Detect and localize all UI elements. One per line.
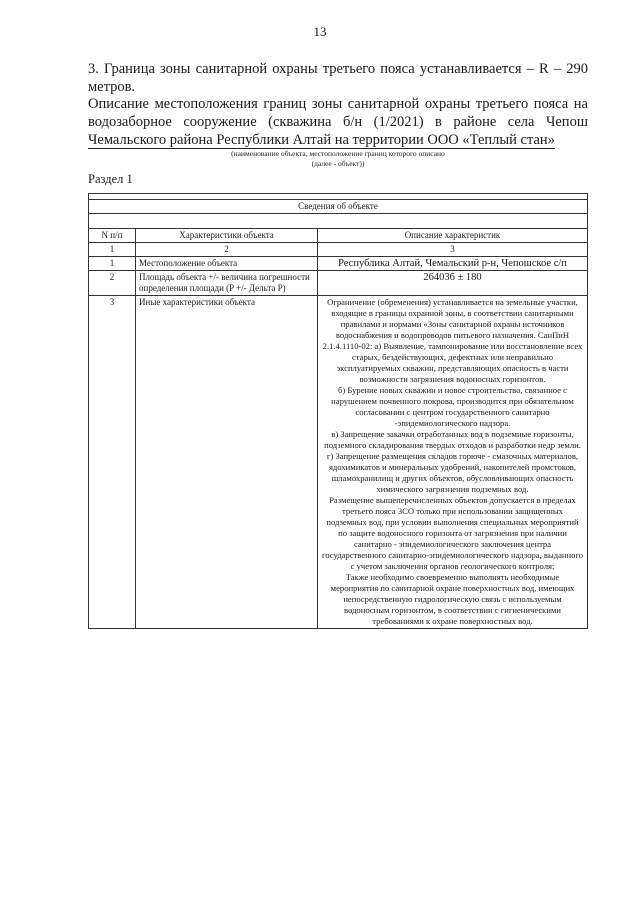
- description-paragraph: б) Бурение новых скважин и новое строительство, связанное с нарушением почвенного покрова, производится при обязательном согласовании с центром государственного санитарно -эпидемиологического надзора.: [331, 385, 574, 428]
- description-paragraph: Ограничение (обременения) устанавливается на земельные участки, входящие в границы охранной зоны, в соответствии санитарными правилами и нормами «Зоны санитарной охраны источников водоснабжения и водопроводов питьевого назначения. СанПиН 2.1.4.1110-02: а) Выявление, тампонирование или восстановление всех старых, бездействующих, дефектных или неправильно эксплуатируемых скважин, представляющих опасность в части возможности загрязнения водоносных горизонтов.: [322, 297, 583, 384]
- row-characteristic: Местоположение объекта: [136, 257, 318, 271]
- object-info-table: [88, 193, 588, 629]
- paragraph-location-underlined: Чемальского района Республики Алтай на территории ООО «Теплый стан»: [88, 132, 555, 148]
- table-header-row: [89, 229, 588, 243]
- paragraph-location-description: [88, 95, 588, 149]
- table-col-number-row: [89, 243, 588, 257]
- header-characteristic: Характеристики объекта: [136, 229, 318, 243]
- paragraph-sanitary-zone-radius: 3. Граница зоны санитарной охраны третьего пояса устанавливается – R – 290 метров.: [88, 61, 588, 95]
- page-number: 13: [313, 24, 327, 39]
- header-num: N п/п: [89, 229, 136, 243]
- description-paragraph: г) Запрещение размещения складов горюче - смазочных материалов, ядохимикатов и минеральных удобрений, накопителей промстоков, шламохранилищ и других объектов, обусловливающих опасность химического загрязнения подземных вод.: [326, 451, 579, 494]
- table-title: Сведения об объекте: [89, 200, 588, 214]
- caption: [88, 149, 588, 169]
- row-num: 1: [89, 257, 136, 271]
- table-title-row: [89, 200, 588, 214]
- table-spacer-cell: [89, 214, 588, 229]
- description-paragraph: Также необходимо своевременно выполнять необходимые мероприятия по санитарной охране поверхностных вод, имеющих непосредственную гидрологическую связь с используемым водоносным горизонтом, в соответствии с гигиеническими требованиями к охране поверхностных вод.: [330, 572, 575, 626]
- table-row: [89, 257, 588, 271]
- caption-line-1: (наименование объекта, местоположение границ которого описано: [231, 149, 445, 158]
- caption-line-2: (далее - объект)): [311, 159, 365, 168]
- paragraph-location-text: Описание местоположения границ зоны санитарной охраны третьего пояса на водозаборное сооружение (скважина б/н (1/2021) в районе села Чепош: [88, 96, 588, 130]
- col-number-3: 3: [318, 243, 588, 257]
- section-label: Раздел 1: [88, 172, 133, 186]
- row-characteristic: Иные характеристики объекта: [136, 296, 318, 629]
- row-num: 2: [89, 271, 136, 296]
- row-value: Республика Алтай, Чемальский р-н, Чепошское с/п: [318, 257, 588, 271]
- table-row: [89, 271, 588, 296]
- col-number-1: 1: [89, 243, 136, 257]
- description-paragraph: в) Запрещение закачки отработанных вод в подземные горизонты, подземного складирования твердых отходов и разработки недр земли.: [324, 429, 581, 450]
- description-paragraph: Размещение вышеперечисленных объектов допускается в пределах третьего пояса ЗСО только при использовании защищенных подземных вод, при условии выполнения специальных мероприятий по защите водоносного горизонта от загрязнения при наличии санитарно - эпидемиологического заключения центра государственного санитарно-эпидемиологического надзора, выданного с учетом заключения органов геологического контроля;: [321, 495, 584, 571]
- header-description: Описание характеристик: [318, 229, 588, 243]
- table-row: [89, 296, 588, 629]
- row-value: 264036 ± 180: [318, 271, 588, 296]
- row-characteristic: Площадь объекта +/- величина погрешности определения площади (P +/- Дельта P): [136, 271, 318, 296]
- col-number-2: 2: [136, 243, 318, 257]
- row-description: [318, 296, 588, 629]
- row-num: 3: [89, 296, 136, 629]
- table-spacer-row: [89, 214, 588, 229]
